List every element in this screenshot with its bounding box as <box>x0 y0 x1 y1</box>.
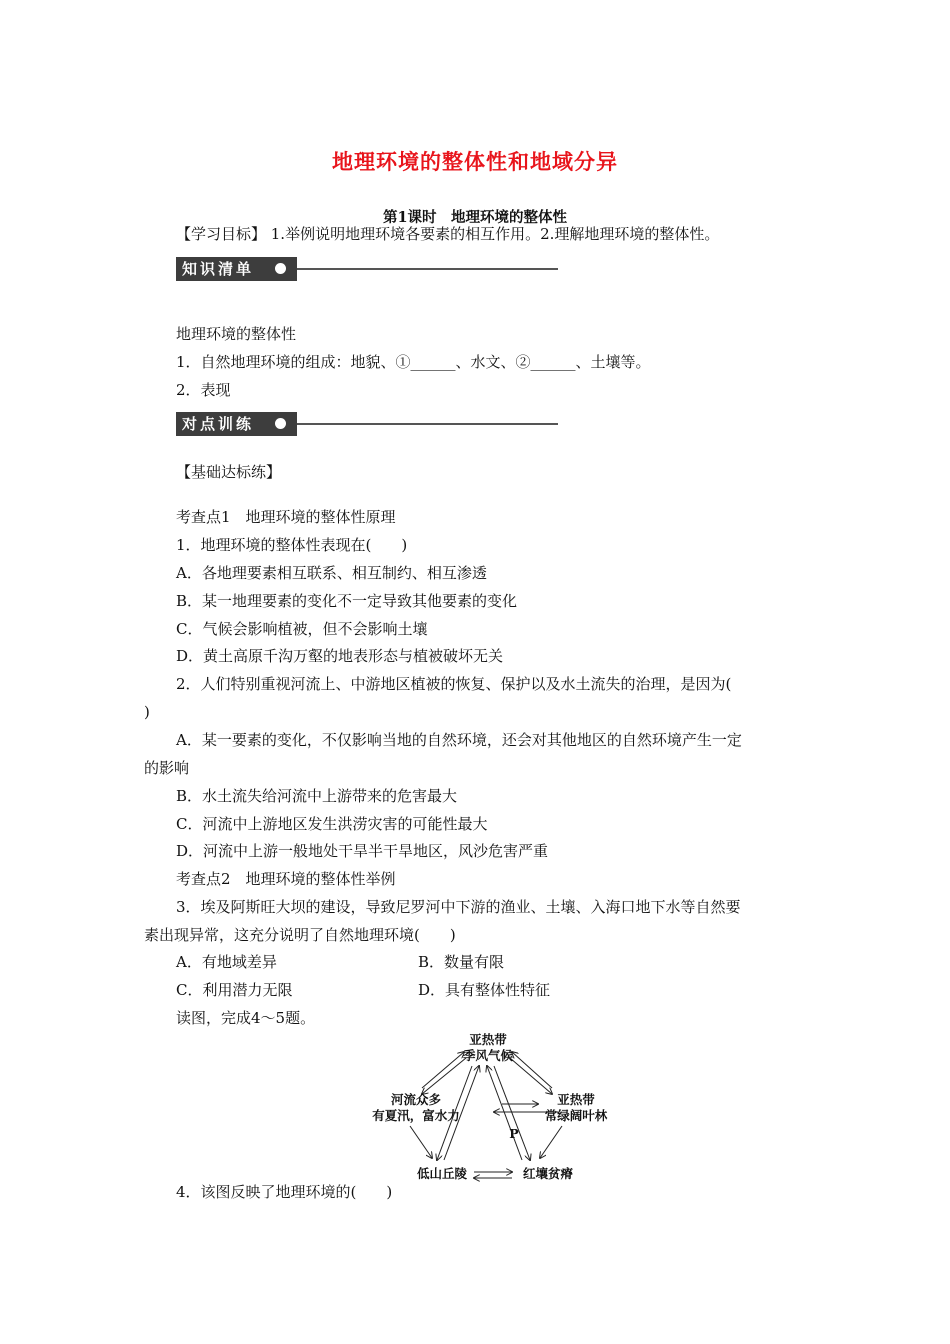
knowledge-item: 2．表现 <box>176 381 231 399</box>
option-d: D．黄土高原千沟万壑的地表形态与植被破坏无关 <box>176 647 504 665</box>
bullet-icon <box>275 263 286 274</box>
option-c: C．气候会影响植被，但不会影响土壤 <box>176 620 428 638</box>
option-c: C．河流中上游地区发生洪涝灾害的可能性最大 <box>176 815 488 833</box>
bullet-icon <box>275 418 286 429</box>
hydrology-node: 河流众多 有夏汛，富水力 <box>372 1092 460 1123</box>
banner-rule <box>297 423 558 425</box>
page-title: 地理环境的整体性和地域分异 <box>332 149 618 174</box>
topic-heading: 考查点2 地理环境的整体性举例 <box>176 870 396 888</box>
section-heading: 【基础达标练】 <box>176 463 282 481</box>
question-stem: 4．该图反映了地理环境的( ) <box>176 1183 393 1201</box>
practice-banner <box>176 412 558 436</box>
banner-label: 知识清单 <box>176 257 297 281</box>
option-d: D．河流中上游一般地处干旱半干旱地区，风沙危害严重 <box>176 842 549 860</box>
question-stem: 3．埃及阿斯旺大坝的建设，导致尼罗河中下游的渔业、土壤、入海口地下水等自然要 <box>176 898 741 916</box>
geography-relationship-diagram <box>362 1032 614 1188</box>
knowledge-heading: 地理环境的整体性 <box>176 325 297 343</box>
learning-objectives: 【学习目标】 1.举例说明地理环境各要素的相互作用。2.理解地理环境的整体性。 <box>176 225 720 243</box>
knowledge-item: 1．自然地理环境的组成：地貌、①______、水文、②______、土壤等。 <box>176 353 651 371</box>
question-stem-cont: ) <box>144 703 150 721</box>
option-c: C．利用潜力无限 <box>176 981 293 999</box>
option-d: D．具有整体性特征 <box>418 981 551 999</box>
banner-rule <box>297 268 558 270</box>
option-b: B．数量有限 <box>418 953 505 971</box>
option-b: B．某一地理要素的变化不一定导致其他要素的变化 <box>176 592 518 610</box>
landform-node: 低山丘陵 <box>416 1166 467 1181</box>
figure-instruction: 读图，完成4～5题。 <box>176 1009 316 1027</box>
banner-label: 对点训练 <box>176 412 297 436</box>
lesson-subtitle: 第1课时 地理环境的整体性 <box>382 209 568 226</box>
climate-node: 亚热带 季风气候 <box>462 1032 513 1063</box>
option-a: A．各地理要素相互联系、相互制约、相互渗透 <box>176 564 487 582</box>
soil-node: 红壤贫瘠 <box>522 1166 573 1181</box>
option-b: B．水土流失给河流中上游带来的危害最大 <box>176 787 458 805</box>
option-a: A．某一要素的变化，不仅影响当地的自然环境，还会对其他地区的自然环境产生一定 <box>176 731 742 749</box>
point-p-label: P <box>509 1126 519 1141</box>
option-a-cont: 的影响 <box>144 759 190 777</box>
topic-heading: 考查点1 地理环境的整体性原理 <box>176 508 396 526</box>
question-stem: 2．人们特别重视河流上、中游地区植被的恢复、保护以及水土流失的治理，是因为( <box>176 675 732 693</box>
vegetation-node: 亚热带 常绿阔叶林 <box>544 1092 608 1123</box>
option-a: A．有地域差异 <box>176 953 277 971</box>
knowledge-list-banner <box>176 257 558 281</box>
question-stem-cont: 素出现异常，这充分说明了自然地理环境( ) <box>144 926 456 944</box>
question-stem: 1．地理环境的整体性表现在( ) <box>176 536 408 554</box>
